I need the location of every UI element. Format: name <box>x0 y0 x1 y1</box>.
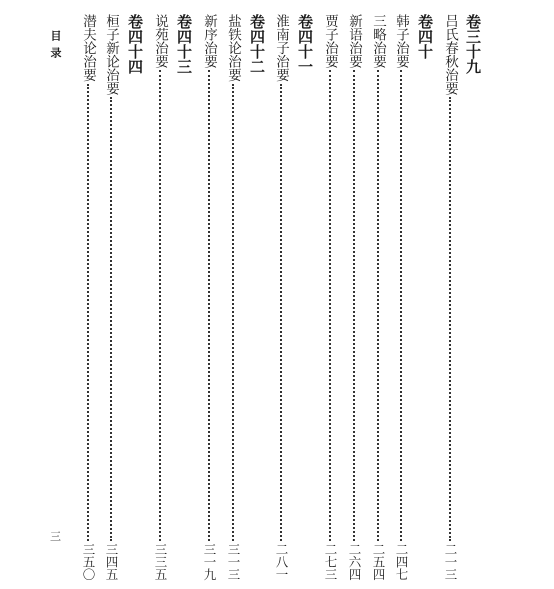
volume-heading <box>175 14 193 580</box>
leader-dots <box>232 84 234 541</box>
page-number: 三 <box>50 530 61 543</box>
volume-label: 卷四十四 <box>126 14 144 74</box>
toc-entry <box>151 14 169 580</box>
entry-title: 潜夫论治要 <box>80 14 96 82</box>
entry-title: 盐铁论治要 <box>225 14 241 82</box>
leader-dots <box>353 70 355 541</box>
entry-title: 说苑治要 <box>152 14 168 68</box>
entry-page: 三四五 <box>104 542 119 580</box>
entry-page: 二四七 <box>394 542 409 580</box>
volume-heading <box>248 14 266 580</box>
leader-dots <box>208 70 210 541</box>
toc-entry <box>321 14 339 580</box>
volume-heading <box>464 14 482 580</box>
leader-dots <box>87 84 89 541</box>
toc-entry <box>272 14 290 580</box>
volume-label: 卷四十三 <box>175 14 193 74</box>
leader-dots <box>159 70 161 541</box>
entry-title: 新序治要 <box>201 14 217 68</box>
entry-title: 吕氏春秋治要 <box>442 14 458 95</box>
entry-title: 三略治要 <box>370 14 386 68</box>
leader-dots <box>110 97 112 541</box>
leader-dots <box>377 70 379 541</box>
toc-entry <box>369 14 387 580</box>
toc-entry <box>345 14 363 580</box>
volume-label: 卷四十二 <box>248 14 266 74</box>
toc-entry <box>441 14 459 580</box>
entry-title: 淮南子治要 <box>273 14 289 82</box>
volume-heading <box>416 14 434 580</box>
entry-title: 贾子治要 <box>322 14 338 68</box>
entry-page: 二六四 <box>347 542 362 580</box>
volume-label: 卷四十 <box>416 14 434 59</box>
running-header: 目录 <box>49 30 62 64</box>
entry-page: 三一九 <box>202 542 217 580</box>
toc-entry <box>392 14 410 580</box>
toc-entry <box>79 14 97 580</box>
entry-page: 二八一 <box>274 542 289 580</box>
entry-title: 新语治要 <box>346 14 362 68</box>
entry-page: 三五〇 <box>81 542 96 580</box>
entry-title: 桓子新论治要 <box>103 14 119 95</box>
toc-entry <box>224 14 242 580</box>
entry-page: 二一三 <box>443 542 458 580</box>
entry-title: 韩子治要 <box>393 14 409 68</box>
leader-dots <box>280 84 282 541</box>
volume-label: 卷四十一 <box>296 14 314 74</box>
entry-page: 二七三 <box>323 542 338 580</box>
entry-page: 三一三 <box>226 542 241 580</box>
entry-page: 三三五 <box>153 542 168 580</box>
volume-heading <box>296 14 314 580</box>
leader-dots <box>400 70 402 541</box>
entry-page: 二五四 <box>371 542 386 580</box>
volume-heading <box>126 14 144 580</box>
toc-entry <box>200 14 218 580</box>
leader-dots <box>329 70 331 541</box>
leader-dots <box>449 97 451 541</box>
toc-entry <box>102 14 120 580</box>
volume-label: 卷三十九 <box>464 14 482 74</box>
